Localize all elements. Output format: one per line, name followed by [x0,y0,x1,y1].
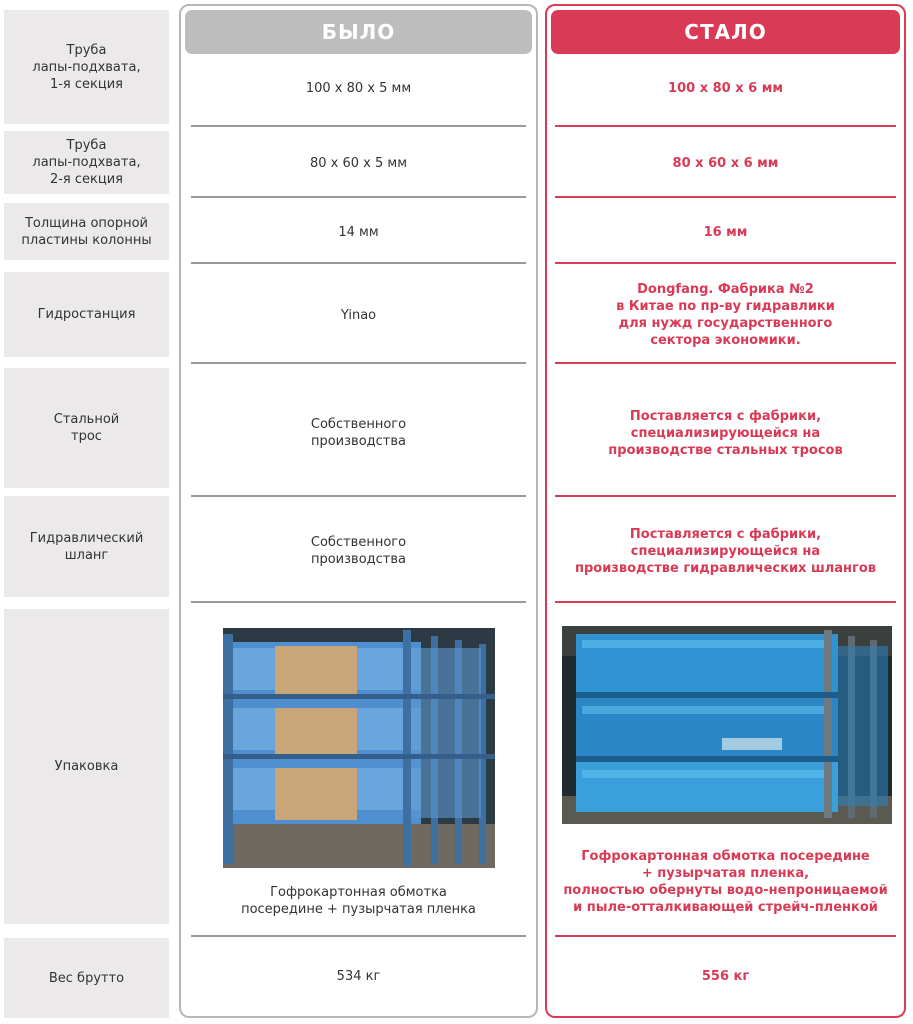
after-base-plate-value: 16 мм [703,224,748,240]
after-header: СТАЛО [551,10,900,54]
row-label-pipe-1: Труба лапы-подхвата, 1-я секция [4,10,169,124]
before-divider [191,125,526,127]
row-label-hydraulic-hose: Гидравлический шланг [4,496,169,597]
after-column [545,4,906,1018]
row-label-steel-cable: Стальной трос [4,368,169,488]
before-steel-cable-value: Собственного производства [310,417,407,449]
before-hydraulic-hose-value: Собственного производства [310,535,407,567]
before-divider [191,196,526,198]
row-label-pipe-2: Труба лапы-подхвата, 2-я секция [4,131,169,194]
after-gross-weight-value: 556 кг [701,968,750,984]
before-pipe-1-value: 100 x 80 x 5 мм [305,80,412,96]
before-column [179,4,538,1018]
after-divider [555,495,896,497]
before-base-plate-value: 14 мм [338,224,379,240]
after-divider [555,362,896,364]
after-hydraulic-station-value: Dongfang. Фабрика №2 в Китае по пр-ву гидравлики для нужд государственного сектора экономики. [616,282,835,348]
before-divider [191,495,526,497]
before-header: БЫЛО [185,10,532,54]
after-divider [555,125,896,127]
before-gross-weight-value: 534 кг [336,968,381,984]
after-divider [555,601,896,603]
after-hydraulic-hose-value: Поставляется с фабрики, специализирующейся на производстве гидравлических шлангов [574,526,876,576]
before-divider [191,601,526,603]
before-divider [191,935,526,937]
before-packaging-photo [223,628,495,868]
after-divider [555,935,896,937]
after-steel-cable-value: Поставляется с фабрики, специализирующейся на производстве стальных тросов [608,408,843,458]
row-label-hydraulic-station: Гидростанция [4,272,169,357]
after-packaging-value: Гофрокартонная обмотка посередине + пузырчатая пленка, полностью обернуты водо-непроницаемой и пыле-отталкивающей стрейч-пленкой [563,849,888,915]
before-divider [191,362,526,364]
row-label-packaging: Упаковка [4,609,169,924]
after-packaging-photo [562,626,892,824]
after-divider [555,196,896,198]
before-packaging-value: Гофрокартонная обмотка посередине + пузырчатая пленка [241,885,476,917]
before-hydraulic-station-value: Yinao [340,307,377,323]
row-label-gross-weight: Вес брутто [4,938,169,1018]
after-pipe-2-value: 80 x 60 x 6 мм [672,155,779,171]
after-pipe-1-value: 100 x 80 x 6 мм [668,80,783,96]
after-divider [555,262,896,264]
row-label-base-plate: Толщина опорной пластины колонны [4,203,169,260]
before-pipe-2-value: 80 x 60 x 5 мм [309,155,408,171]
before-divider [191,262,526,264]
